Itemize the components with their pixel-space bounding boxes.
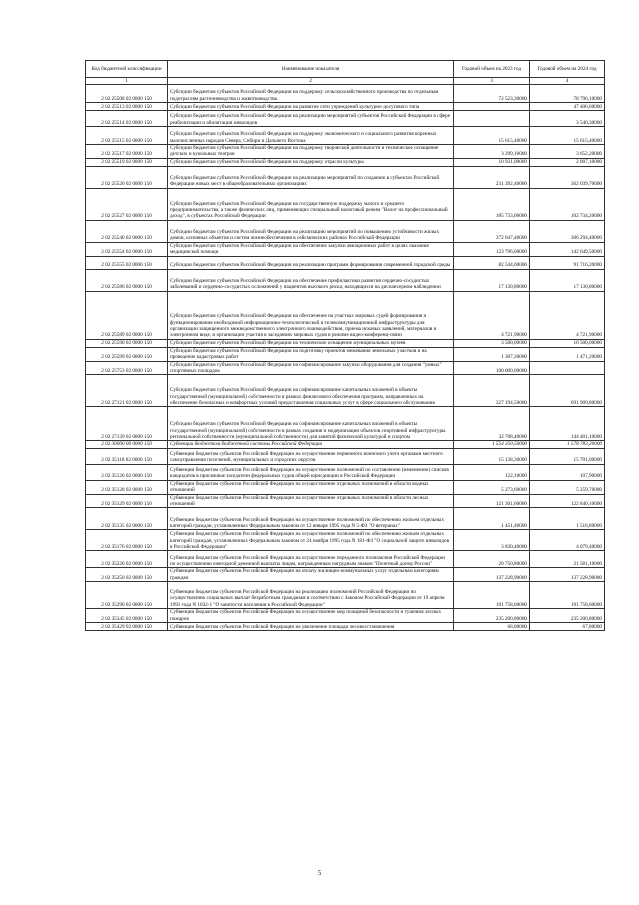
volume-2024-cell: 15 701,00000 — [530, 448, 605, 464]
header-indicator-name: Наименование показателя — [168, 61, 454, 78]
volume-2023-cell: 327 194,50000 — [454, 375, 530, 407]
volume-2023-cell — [454, 103, 530, 111]
indicator-name-cell: Субсидии бюджетам субъектов Российской Федерации на реализацию мероприятий субъектов Российской Федерации в сфере реабилитации и абилитации инвалидов — [168, 111, 454, 127]
index-cell: 3 — [454, 78, 530, 85]
volume-2024-cell: 2 007,10000 — [530, 158, 605, 166]
volume-2024-cell: 91 716,20000 — [530, 256, 605, 269]
index-cell: 1 — [86, 78, 168, 85]
volume-2024-cell: 144 401,10000 — [530, 407, 605, 441]
budget-code-cell: 2 02 25515 02 0000 150 — [86, 127, 168, 145]
budget-table — [85, 60, 605, 631]
indicator-name-cell: Субсидии бюджетам субъектов Российской Федерации на реализацию мероприятий по повышению устойчивости жилых домов, основных объектов и систем жизнеобеспечения в сейсмических районах Российской Федерации — [168, 220, 454, 242]
volume-2023-cell: 17 130,80000 — [454, 269, 530, 291]
indicator-name-cell: Субсидии бюджетам субъектов Российской Федерации на софинансирование капитальных вложений в объекты государственной (муниципальной) собственности в рамках создания и модернизации объектов спортивной инфраструктуры региональной собственности (муниципальной собственности) для занятий физической культурой и спортом — [168, 407, 454, 441]
table-row — [86, 347, 605, 361]
budget-code-cell: 2 02 25517 02 0000 150 — [86, 145, 168, 159]
volume-2024-cell: 5 259,70000 — [530, 480, 605, 494]
index-cell: 4 — [530, 78, 605, 85]
indicator-name-cell: Субсидии бюджетам субъектов Российской Федерации на обеспечение на участках мировых судей формирования и функционирования необходимой информационно-технологической и телекоммуникационной инфраструктуры для организации защищенного межведомственного электронного взаимодействия, приема исковых заявлений, материалов и электронном виде, и организации участия в заседаниях мировых судов в режиме видео-конференц-связи — [168, 291, 454, 339]
volume-2023-cell: 10 931,00000 — [454, 158, 530, 166]
indicator-name-cell: Субсидии бюджетам субъектов Российской Федерации на софинансирование капитальных вложений в объекты государственной (муниципальной) собственности в рамках финансового обеспечения программ, направленных на обеспечение безопасных и комфортных условий предоставления социальных услуг в сфере социального обслуживания — [168, 375, 454, 407]
volume-2023-cell: 122,10000 — [454, 464, 530, 480]
table-row — [86, 494, 605, 508]
indicator-name-cell: Субсидии бюджетам субъектов Российской Федерации на поддержку творческой деятельности и техническое оснащение детских и кукольных театров — [168, 145, 454, 159]
indicator-name-cell: Субвенции бюджетам субъектов Российской Федерации на оплату жилищно-коммунальных услуг отдельным категориям граждан — [168, 568, 454, 582]
indicator-name-cell: Субсидии бюджетам субъектов Российской Федерации на реализацию программ формирования современной городской среды — [168, 256, 454, 269]
volume-2023-cell: 231 392,40000 — [454, 166, 530, 188]
budget-code-cell: 2 02 35118 02 0000 150 — [86, 448, 168, 464]
indicator-name-cell: Субсидии бюджетам субъектов Российской Федерации на поддержку сельскохозяйственного производства по отдельным подотраслям растениеводства и животноводства — [168, 85, 454, 103]
budget-code-cell: 2 02 25519 02 0000 150 — [86, 158, 168, 166]
table-row — [86, 291, 605, 339]
indicator-name-cell: Субвенции бюджетам субъектов Российской Федерации на осуществление полномочий по обеспечению жильем отдельных категорий граждан, установленных Федеральным законом от 24 ноября 1995 года N 181-ФЗ "О социальной защите инвалидов в Российской Федерации" — [168, 530, 454, 551]
indicator-name-cell: Субсидии бюджетам субъектов Российской Федерации на развитие сети учреждений культурно-досугового типа — [168, 103, 454, 111]
volume-2023-cell: 4 721,90000 — [454, 291, 530, 339]
table-header-row — [86, 61, 605, 78]
volume-2024-cell: 15 615,40000 — [530, 127, 605, 145]
volume-2023-cell: 68,00000 — [454, 623, 530, 631]
indicator-name-cell: Субвенции бюджетам субъектов Российской Федерации на осуществление полномочий по составлению (изменению) списков кандидатов в присяжные заседатели федеральных судов общей юрисдикции в Российской Федерации — [168, 464, 454, 480]
indicator-name-cell: Субвенции бюджетам субъектов Российской Федерации на осуществление отдельных полномочий в области лесных отношений — [168, 494, 454, 508]
table-row — [86, 188, 605, 220]
budget-code-cell: 2 02 30000 00 0000 150 — [86, 441, 168, 448]
indicator-name-cell: Субсидии бюджетам субъектов Российской Федерации на государственную поддержку малого и среднего предпринимательства, а также физических лиц, применяющих специальный налоговый режим "Налог на профессиональный доход", в субъектах Российской Федерации — [168, 188, 454, 220]
table-row — [86, 339, 605, 347]
table-row — [86, 448, 605, 464]
table-row — [86, 407, 605, 441]
budget-code-cell: 2 02 35250 02 0000 150 — [86, 568, 168, 582]
table-row — [86, 582, 605, 609]
indicator-name-cell: Субвенции бюджетам субъектов Российской Федерации на осуществление полномочий по обеспечению жильем отдельных категорий граждан, установленных Федеральным законом от 12 января 1995 года N 5-ФЗ "О ветеранах" — [168, 508, 454, 530]
volume-2024-cell: 1 471,20000 — [530, 347, 605, 361]
volume-2024-cell: 17 130,80000 — [530, 269, 605, 291]
volume-2024-cell: 16 500,00000 — [530, 339, 605, 347]
table-row — [86, 166, 605, 188]
budget-code-cell: 2 02 25508 02 0000 150 — [86, 85, 168, 103]
volume-2024-cell: 362 039,70000 — [530, 166, 605, 188]
volume-2024-cell: 191 758,60000 — [530, 582, 605, 609]
indicator-name-cell: Субсидии бюджетам субъектов Российской Федерации на подготовку проектов межевания земельных участков и на проведение кадастровых работ — [168, 347, 454, 361]
volume-2023-cell: 5 273,60000 — [454, 480, 530, 494]
volume-2024-cell: 78 796,10000 — [530, 85, 605, 103]
volume-2023-cell: 1 554 350,50000 — [454, 441, 530, 448]
table-row — [86, 568, 605, 582]
indicator-name-cell: Субвенции бюджетам субъектов Российской Федерации на увеличение площади лесовосстановления — [168, 623, 454, 631]
volume-2023-cell — [454, 111, 530, 127]
volume-2023-cell: 3 830,40000 — [454, 530, 530, 551]
table-row — [86, 464, 605, 480]
volume-2023-cell: 3 500,00000 — [454, 339, 530, 347]
table-row — [86, 145, 605, 159]
indicator-name-cell: Субсидии бюджетам субъектов Российской Федерации на софинансирование закупки оборудования для создания "умных" спортивных площадок — [168, 361, 454, 375]
volume-2024-cell: 4 721,90000 — [530, 291, 605, 339]
index-cell: 2 — [168, 78, 454, 85]
volume-2023-cell: 15 615,40000 — [454, 127, 530, 145]
budget-code-cell: 2 02 25520 02 0000 150 — [86, 166, 168, 188]
table-row — [86, 530, 605, 551]
table-row — [86, 361, 605, 375]
volume-2023-cell: 137 228,90000 — [454, 568, 530, 582]
budget-code-cell: 2 02 25540 02 0000 150 — [86, 220, 168, 242]
volume-2023-cell: 191 758,60000 — [454, 582, 530, 609]
volume-2024-cell: 4 079,40000 — [530, 530, 605, 551]
budget-code-cell: 2 02 35129 02 0000 150 — [86, 494, 168, 508]
volume-2024-cell: 21 581,10000 — [530, 551, 605, 568]
table-row — [86, 508, 605, 530]
table-row — [86, 220, 605, 242]
table-row — [86, 609, 605, 623]
volume-2023-cell: 121 301,60000 — [454, 494, 530, 508]
volume-2024-cell: 1 578 783,20000 — [530, 441, 605, 448]
budget-code-cell: 2 02 35128 02 0000 150 — [86, 480, 168, 494]
volume-2023-cell: 72 523,30000 — [454, 85, 530, 103]
volume-2023-cell: 82 544,60000 — [454, 256, 530, 269]
budget-code-cell: 2 02 25599 02 0000 150 — [86, 347, 168, 361]
budget-code-cell: 2 02 25514 02 0000 150 — [86, 111, 168, 127]
table-row — [86, 256, 605, 269]
budget-code-cell: 2 02 25753 02 0000 150 — [86, 361, 168, 375]
page-number: 5 — [317, 869, 322, 877]
table-index-row — [86, 78, 605, 85]
budget-code-cell: 2 02 27121 02 0000 150 — [86, 375, 168, 407]
volume-2023-cell: 185 733,00000 — [454, 188, 530, 220]
table-body — [86, 85, 605, 631]
table-row — [86, 551, 605, 568]
budget-code-cell: 2 02 27139 02 0000 150 — [86, 407, 168, 441]
budget-table-container — [85, 60, 604, 631]
volume-2024-cell: 3 540,30000 — [530, 111, 605, 127]
indicator-name-cell: Субвенции бюджетам бюджетной системы Российской Федерации — [168, 441, 454, 448]
volume-2024-cell: 3 652,20000 — [530, 145, 605, 159]
budget-code-cell: 2 02 25589 02 0000 150 — [86, 291, 168, 339]
budget-code-cell: 2 02 25527 02 0000 150 — [86, 188, 168, 220]
indicator-name-cell: Субсидии бюджетам субъектов Российской Федерации на обеспечение профилактики развития сердечно-сосудистых заболеваний и сердечно-сосудистых осложнений у пациентов высокого риска, находящихся на диспансерном наблюдении — [168, 269, 454, 291]
header-volume-2024: Годовой объем на 2024 год — [530, 61, 605, 78]
header-budget-code: Код бюджетной классификации — [86, 61, 168, 78]
volume-2023-cell: 372 047,40000 — [454, 220, 530, 242]
volume-2024-cell: 102 734,20000 — [530, 188, 605, 220]
table-row — [86, 480, 605, 494]
volume-2024-cell: 235 200,80000 — [530, 609, 605, 623]
budget-code-cell: 2 02 25554 02 0000 150 — [86, 242, 168, 256]
volume-2023-cell: 20 750,80000 — [454, 551, 530, 568]
volume-2024-cell: 142 649,50000 — [530, 242, 605, 256]
volume-2023-cell: 123 796,00000 — [454, 242, 530, 256]
indicator-name-cell: Субсидии бюджетам субъектов Российской Федерации на реализацию мероприятий по созданию в субъектах Российской Федерации новых мест в общеобразовательных организациях — [168, 166, 454, 188]
volume-2024-cell: 47 406,60000 — [530, 103, 605, 111]
indicator-name-cell: Субвенции бюджетам субъектов Российской Федерации на осуществление мер пожарной безопасности и тушения лесных пожаров — [168, 609, 454, 623]
volume-2024-cell: 67,80000 — [530, 623, 605, 631]
budget-code-cell: 2 02 25586 02 0000 150 — [86, 269, 168, 291]
header-volume-2023: Годовой объем на 2023 год — [454, 61, 530, 78]
volume-2023-cell: 1 451,40000 — [454, 508, 530, 530]
indicator-name-cell: Субвенции бюджетам субъектов Российской Федерации на осуществление отдельных полномочий в области водных отношений — [168, 480, 454, 494]
table-row — [86, 127, 605, 145]
volume-2024-cell: 122 840,10000 — [530, 494, 605, 508]
volume-2024-cell: 137 228,90000 — [530, 568, 605, 582]
table-row — [86, 623, 605, 631]
volume-2024-cell — [530, 361, 605, 375]
indicator-name-cell: Субвенции бюджетам субъектов Российской Федерации на осуществление переданного полномочия Российской Федерации по осуществлению ежегодной денежной выплаты лицам, награжденным нагрудным знаком "Почетный донор России" — [168, 551, 454, 568]
table-row — [86, 375, 605, 407]
budget-code-cell: 2 02 35135 02 0000 150 — [86, 508, 168, 530]
table-row — [86, 85, 605, 103]
budget-code-cell: 2 02 35120 02 0000 150 — [86, 464, 168, 480]
budget-code-cell: 2 02 25555 02 0000 150 — [86, 256, 168, 269]
table-row — [86, 111, 605, 127]
table-row — [86, 242, 605, 256]
indicator-name-cell: Субсидии бюджетам субъектов Российской Федерации на техническое оснащение муниципальных музеев — [168, 339, 454, 347]
volume-2023-cell: 15 138,30000 — [454, 448, 530, 464]
table-row — [86, 441, 605, 448]
budget-code-cell: 2 02 35176 02 0000 150 — [86, 530, 168, 551]
indicator-name-cell: Субвенции бюджетам субъектов Российской Федерации на реализацию полномочий Российской Федерации по осуществлению социальных выплат безработным гражданам в соответствии с Законом Российской Федерации от 19 апреля 1991 года N 1032-1 "О занятости населения в Российской Федерации" — [168, 582, 454, 609]
volume-2024-cell: 1 516,80000 — [530, 508, 605, 530]
budget-code-cell: 2 02 25590 02 0000 150 — [86, 339, 168, 347]
volume-2023-cell: 100 000,00000 — [454, 361, 530, 375]
budget-code-cell: 2 02 35429 02 0000 150 — [86, 623, 168, 631]
indicator-name-cell: Субсидии бюджетам субъектов Российской Федерации на обеспечение закупки авиационных работ в целях оказания медицинской помощи — [168, 242, 454, 256]
table-row — [86, 158, 605, 166]
volume-2023-cell: 235 200,80000 — [454, 609, 530, 623]
indicator-name-cell: Субсидии бюджетам субъектов Российской Федерации на поддержку экономического и социального развития коренных малочисленных народов Севера, Сибири и Дальнего Востока — [168, 127, 454, 145]
volume-2023-cell: 32 708,40000 — [454, 407, 530, 441]
budget-code-cell: 2 02 35345 02 0000 150 — [86, 609, 168, 623]
volume-2024-cell: 306 294,40000 — [530, 220, 605, 242]
indicator-name-cell: Субвенции бюджетам субъектов Российской Федерации на осуществление первичного воинского учета органами местного самоуправления поселений, муниципальных и городских округов — [168, 448, 454, 464]
volume-2024-cell: 107,90000 — [530, 464, 605, 480]
volume-2023-cell: 3 299,10000 — [454, 145, 530, 159]
volume-2024-cell: 691 909,80000 — [530, 375, 605, 407]
budget-code-cell: 2 02 35290 02 0000 150 — [86, 582, 168, 609]
table-row — [86, 269, 605, 291]
budget-code-cell: 2 02 35220 02 0000 150 — [86, 551, 168, 568]
volume-2023-cell: 1 307,30000 — [454, 347, 530, 361]
budget-code-cell: 2 02 25513 02 0000 150 — [86, 103, 168, 111]
indicator-name-cell: Субсидии бюджетам субъектов Российской Федерации на поддержку отрасли культуры — [168, 158, 454, 166]
table-row — [86, 103, 605, 111]
